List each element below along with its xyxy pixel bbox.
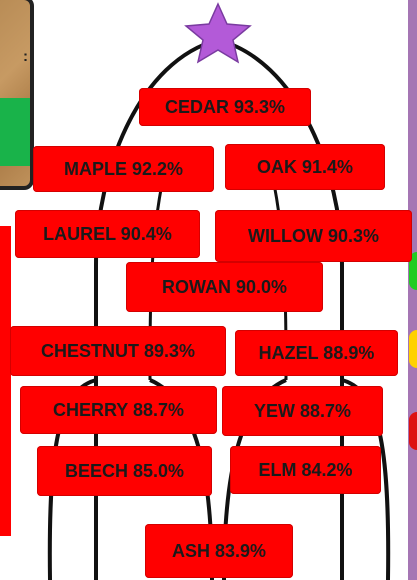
star-icon xyxy=(186,4,250,62)
tag-label: ELM 84.2% xyxy=(258,459,353,480)
tag-cherry[interactable] xyxy=(20,386,217,434)
tag-label: CEDAR 93.3% xyxy=(164,96,286,117)
tag-yew[interactable] xyxy=(222,386,383,436)
tag-label: CHERRY 88.7% xyxy=(52,399,185,420)
tag-laurel[interactable] xyxy=(15,210,200,258)
tag-chestnut[interactable] xyxy=(10,326,226,376)
tag-rowan[interactable] xyxy=(126,262,323,312)
tag-beech[interactable] xyxy=(37,446,212,496)
tag-label: MAPLE 92.2% xyxy=(63,158,184,179)
tag-ash[interactable] xyxy=(145,524,293,578)
tag-cedar[interactable] xyxy=(139,88,311,126)
wood-panel-label: : xyxy=(23,48,28,65)
tag-hazel[interactable] xyxy=(235,330,398,376)
tag-maple[interactable] xyxy=(33,146,214,192)
tag-label: BEECH 85.0% xyxy=(64,460,185,481)
tag-label: ROWAN 90.0% xyxy=(161,276,288,297)
tag-label: YEW 88.7% xyxy=(253,400,352,421)
tag-label: ASH 83.9% xyxy=(171,540,267,561)
tag-label: WILLOW 90.3% xyxy=(247,225,379,246)
tag-label: OAK 91.4% xyxy=(256,156,354,177)
tag-label: HAZEL 88.9% xyxy=(258,342,375,363)
tag-willow[interactable] xyxy=(215,210,412,262)
tag-label: CHESTNUT 89.3% xyxy=(40,340,196,361)
tag-label: LAUREL 90.4% xyxy=(43,223,172,244)
tag-elm[interactable] xyxy=(230,446,381,494)
tag-oak[interactable] xyxy=(225,144,385,190)
